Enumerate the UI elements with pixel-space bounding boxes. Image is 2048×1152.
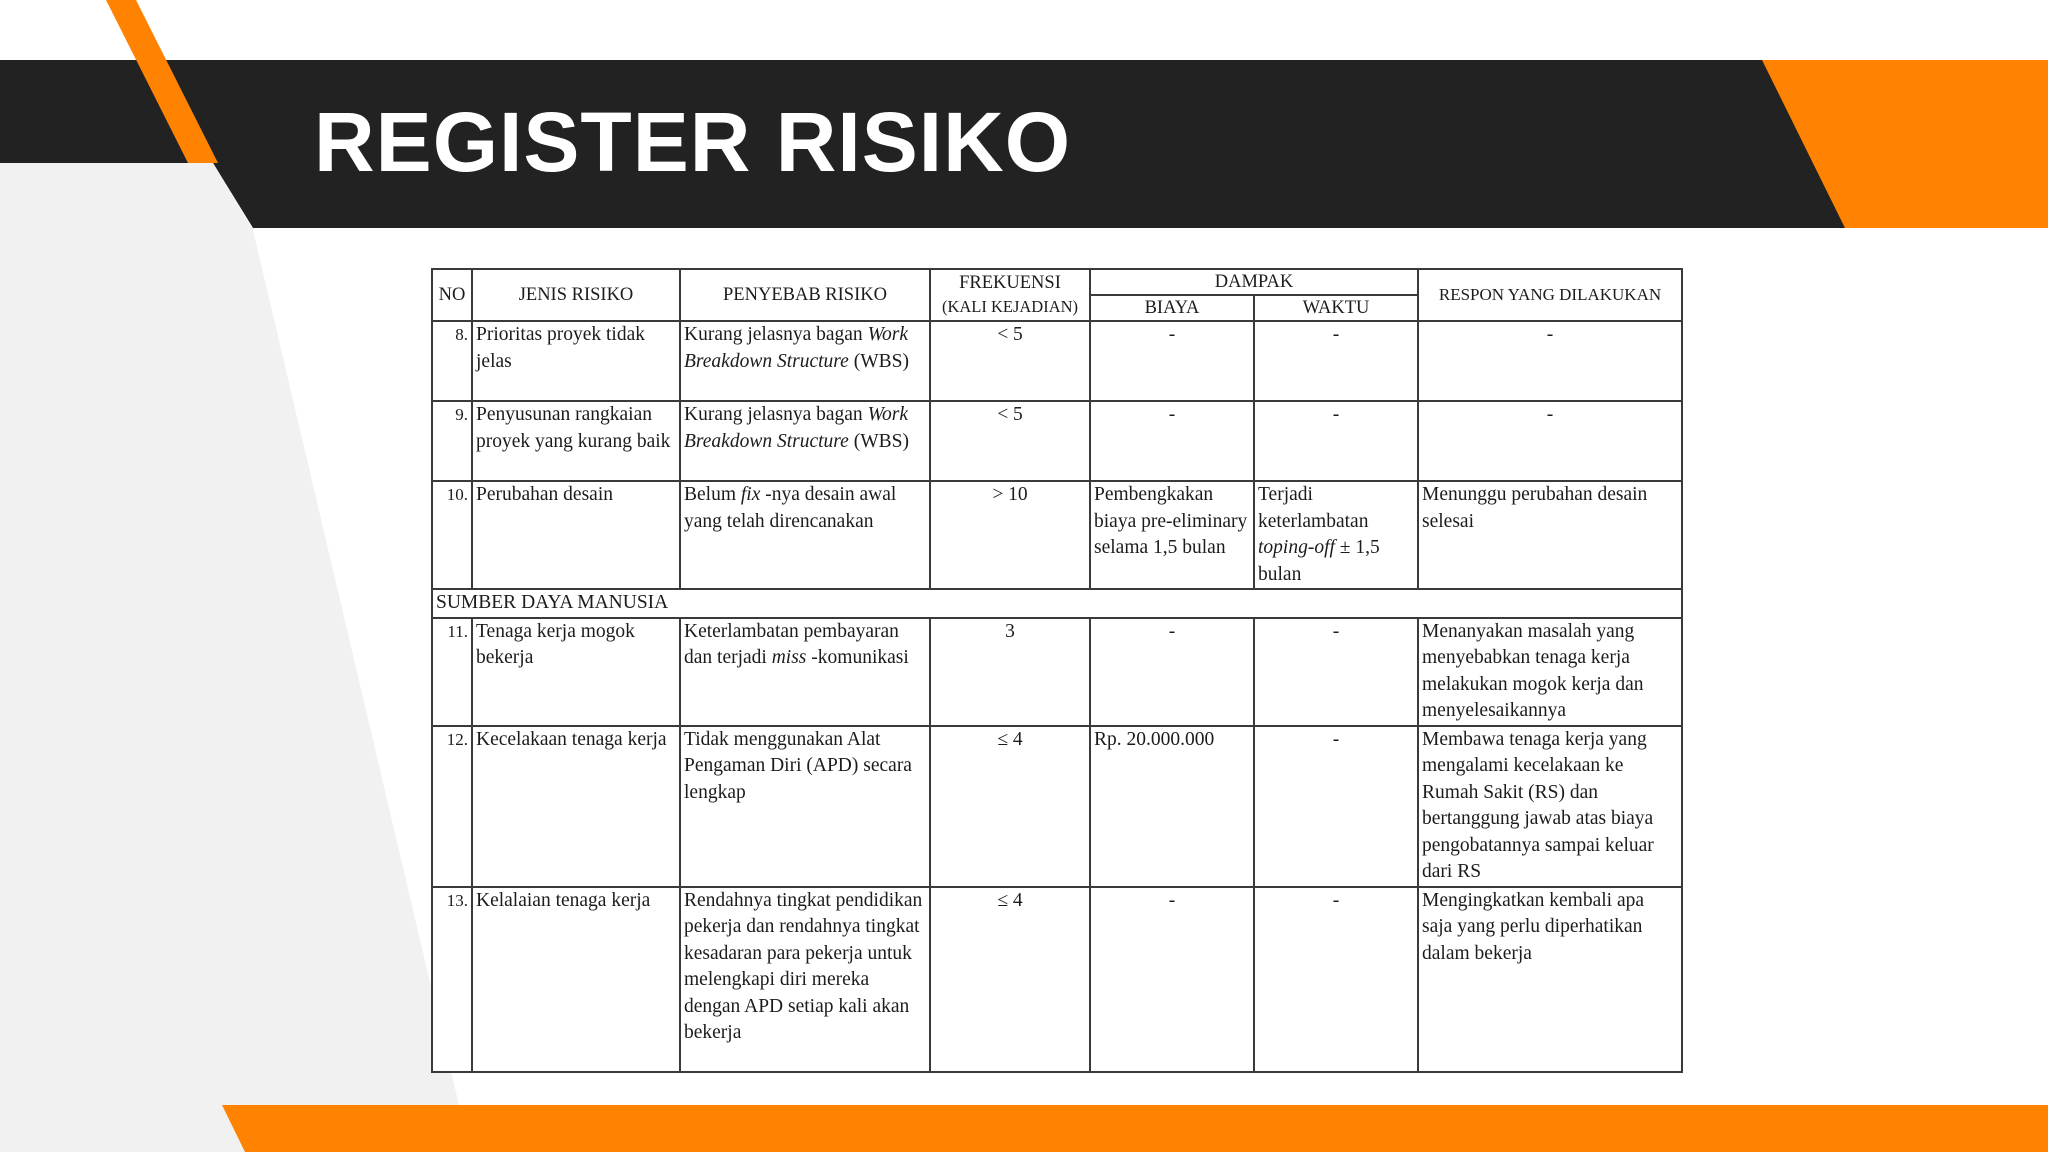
cell-biaya: Rp. 20.000.000: [1090, 726, 1254, 887]
cell-waktu: -: [1254, 321, 1418, 401]
header-no: NO: [432, 269, 472, 321]
cell-penyebab-risiko: [680, 481, 930, 589]
risk-register-table: [431, 268, 1683, 1073]
cell-jenis-risiko: Prioritas proyek tidak jelas: [472, 321, 680, 401]
cell-waktu: -: [1254, 726, 1418, 887]
cell-biaya: -: [1090, 887, 1254, 1072]
cell-waktu: -: [1254, 618, 1418, 726]
cell-respon: Mengingkatkan kembali apa saja yang perlu diperhatikan dalam bekerja: [1418, 887, 1682, 1072]
cell-jenis-risiko: Kelalaian tenaga kerja: [472, 887, 680, 1072]
cell-text: (WBS): [848, 350, 909, 372]
header-frekuensi-line2: (KALI KEJADIAN): [941, 297, 1079, 316]
cell-respon: Menunggu perubahan desain selesai: [1418, 481, 1682, 589]
cell-no: 9.: [432, 401, 472, 481]
cell-penyebab-risiko: [680, 321, 930, 401]
header-penyebab-risiko: PENYEBAB RISIKO: [680, 269, 930, 321]
slide-title: REGISTER RISIKO: [314, 95, 1072, 189]
table-header: [432, 269, 1682, 321]
cell-frekuensi: > 10: [930, 481, 1090, 589]
cell-no: 10.: [432, 481, 472, 589]
header-biaya: BIAYA: [1090, 295, 1254, 321]
accent-bottom-band: [222, 1105, 2048, 1152]
cell-respon: -: [1418, 401, 1682, 481]
header-waktu: WAKTU: [1254, 295, 1418, 321]
cell-text-italic: Work Breakdown Structure: [684, 404, 909, 452]
cell-text-italic: miss: [771, 647, 807, 668]
cell-jenis-risiko: Kecelakaan tenaga kerja: [472, 726, 680, 887]
cell-penyebab-risiko: Tidak menggunakan Alat Pengaman Diri (APD) secara lengkap: [680, 726, 930, 887]
cell-jenis-risiko: Penyusunan rangkaian proyek yang kurang baik: [472, 401, 680, 481]
section-sumber-daya-manusia: SUMBER DAYA MANUSIA: [432, 589, 1682, 618]
cell-respon: Membawa tenaga kerja yang mengalami kecelakaan ke Rumah Sakit (RS) dan bertanggung jawab atas biaya pengobatannya sampai keluar dari RS: [1418, 726, 1682, 887]
cell-jenis-risiko: Perubahan desain: [472, 481, 680, 589]
cell-text: Keterlambatan pembayaran dan terjadi: [684, 620, 899, 668]
table-row: [432, 401, 1682, 481]
cell-text-italic: fix: [740, 484, 761, 505]
cell-text: ± 1,5 bulan: [1258, 537, 1380, 585]
header-frekuensi-line1: FREKUENSI: [959, 273, 1061, 293]
cell-biaya: Pembengkakan biaya pre-eliminary selama 1,5 bulan: [1090, 481, 1254, 589]
cell-respon: -: [1418, 321, 1682, 401]
header-respon: RESPON YANG DILAKUKAN: [1418, 269, 1682, 321]
cell-text: -komunikasi: [806, 647, 909, 668]
cell-no: 11.: [432, 618, 472, 726]
header-dampak: DAMPAK: [1090, 269, 1418, 295]
cell-frekuensi: < 5: [930, 401, 1090, 481]
cell-frekuensi: < 5: [930, 321, 1090, 401]
header-jenis-risiko: JENIS RISIKO: [472, 269, 680, 321]
table-row: [432, 726, 1682, 887]
cell-text: Terjadi keterlambatan: [1258, 484, 1369, 532]
table-row: [432, 321, 1682, 401]
cell-waktu: -: [1254, 887, 1418, 1072]
cell-frekuensi: ≤ 4: [930, 887, 1090, 1072]
cell-no: 13.: [432, 887, 472, 1072]
cell-text-italic: toping-off: [1258, 537, 1335, 558]
cell-no: 12.: [432, 726, 472, 887]
cell-no: 8.: [432, 321, 472, 401]
cell-biaya: -: [1090, 401, 1254, 481]
cell-text: -nya desain awal yang telah direncanakan: [684, 484, 897, 532]
cell-penyebab-risiko: [680, 401, 930, 481]
cell-text: Kurang jelasnya bagan: [684, 324, 868, 345]
cell-respon: Menanyakan masalah yang menyebabkan tenaga kerja melakukan mogok kerja dan menyelesaikannya: [1418, 618, 1682, 726]
header-frekuensi: [930, 269, 1090, 321]
cell-text: (WBS): [848, 430, 909, 452]
cell-jenis-risiko: Tenaga kerja mogok bekerja: [472, 618, 680, 726]
section-row: [432, 589, 1682, 618]
cell-frekuensi: ≤ 4: [930, 726, 1090, 887]
cell-frekuensi: 3: [930, 618, 1090, 726]
risk-register-table-container: [431, 268, 1681, 1073]
cell-text: Kurang jelasnya bagan: [684, 404, 868, 425]
cell-penyebab-risiko: [680, 618, 930, 726]
table-row: [432, 618, 1682, 726]
cell-penyebab-risiko: Rendahnya tingkat pendidikan pekerja dan rendahnya tingkat kesadaran para pekerja untuk melengkapi diri mereka dengan APD setiap kali akan bekerja: [680, 887, 930, 1072]
cell-biaya: -: [1090, 321, 1254, 401]
cell-waktu: -: [1254, 401, 1418, 481]
cell-biaya: -: [1090, 618, 1254, 726]
table-row: [432, 481, 1682, 589]
table-row: [432, 887, 1682, 1072]
cell-text: Belum: [684, 484, 741, 505]
cell-waktu: [1254, 481, 1418, 589]
cell-text-italic: Work Breakdown Structure: [684, 324, 909, 372]
